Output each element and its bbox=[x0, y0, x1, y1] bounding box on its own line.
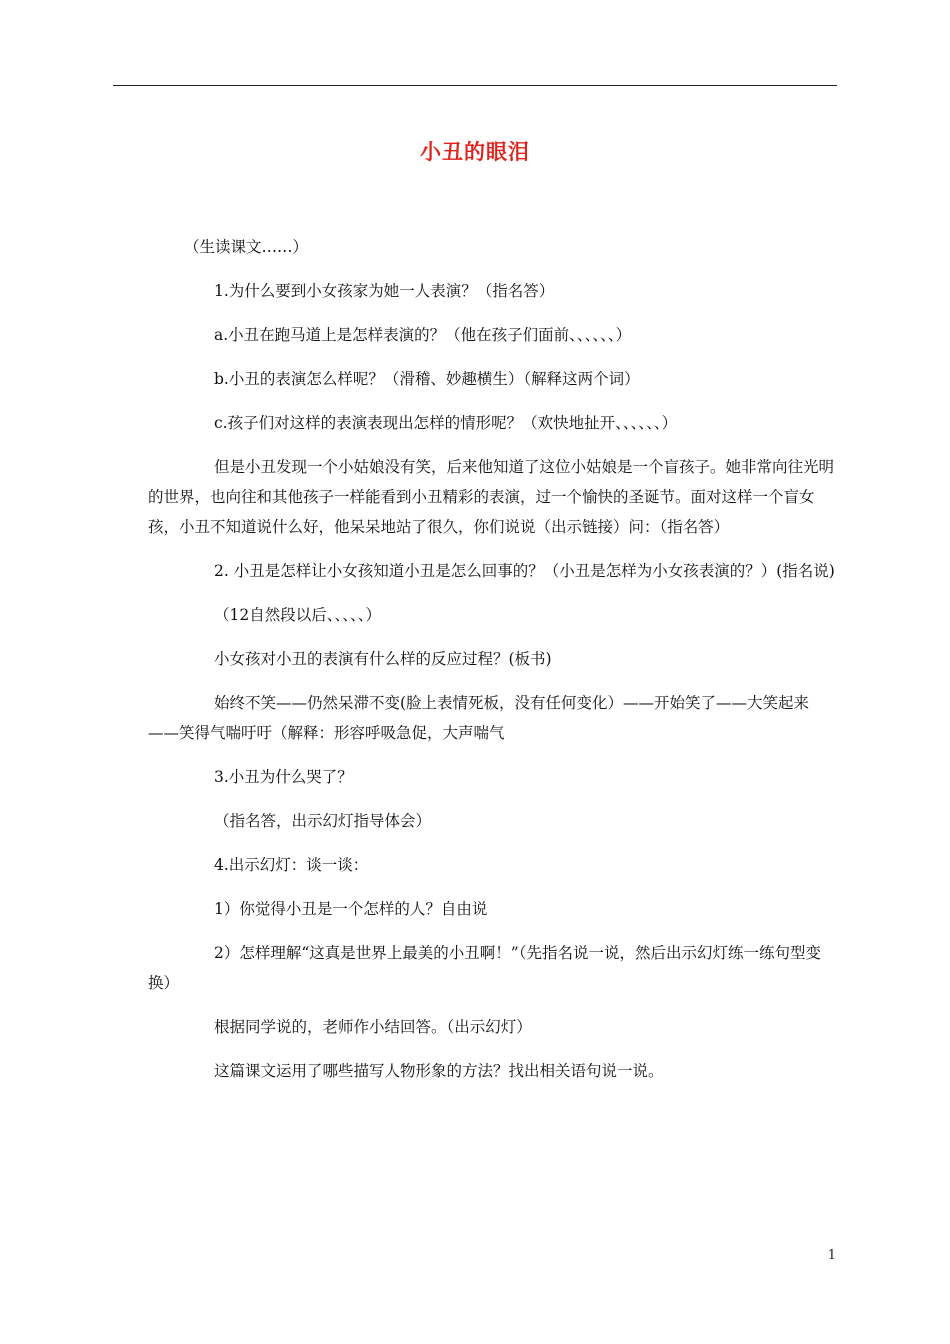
paragraph: 4.出示幻灯：谈一谈： bbox=[214, 856, 369, 874]
paragraph: c.孩子们对这样的表演表现出怎样的情形呢？（欢快地扯开、、、、、、） bbox=[214, 414, 678, 432]
paragraph: 小女孩对小丑的表演有什么样的反应过程？(板书) bbox=[214, 650, 552, 668]
header-rule bbox=[113, 85, 837, 86]
page-number: 1 bbox=[827, 1248, 836, 1263]
document-title: 小丑的眼泪 bbox=[420, 140, 530, 164]
paragraph: （生读课文……） bbox=[184, 238, 309, 256]
paragraph: 3.小丑为什么哭了？ bbox=[214, 768, 353, 786]
paragraph: 根据同学说的，老师作小结回答。（出示幻灯） bbox=[214, 1018, 532, 1036]
paragraph: 2）怎样理解“这真是世界上最美的小丑啊！”（先指名说一说，然后出示幻灯练一练句型变换） bbox=[148, 944, 821, 992]
paragraph: （12自然段以后、、、、、） bbox=[214, 606, 381, 624]
paragraph: （指名答，出示幻灯指导体会） bbox=[214, 812, 432, 830]
paragraph: a.小丑在跑马道上是怎样表演的？（他在孩子们面前、、、、、、） bbox=[214, 326, 632, 344]
paragraph: 1）你觉得小丑是一个怎样的人？自由说 bbox=[214, 900, 488, 918]
paragraph: 但是小丑发现一个小姑娘没有笑，后来他知道了这位小姑娘是一个盲孩子。她非常向往光明的世界，也向往和其他孩子一样能看到小丑精彩的表演，过一个愉快的圣诞节。面对这样一个盲女孩，小丑不知道说什么好，他呆呆地站了很久，你们说说（出示链接）问：（指名答） bbox=[148, 458, 835, 536]
paragraph: 1.为什么要到小女孩家为她一人表演？（指名答） bbox=[214, 282, 555, 300]
paragraph: b.小丑的表演怎么样呢？（滑稽、妙趣横生）（解释这两个词） bbox=[214, 370, 640, 388]
paragraph: 始终不笑——仍然呆滞不变(脸上表情死板，没有任何变化）——开始笑了——大笑起来——笑得气喘吁吁（解释：形容呼吸急促，大声喘气 bbox=[148, 694, 810, 742]
document-body bbox=[148, 232, 840, 1100]
paragraph: 这篇课文运用了哪些描写人物形象的方法？找出相关语句说一说。 bbox=[214, 1062, 664, 1080]
paragraph: 2. 小丑是怎样让小女孩知道小丑是怎么回事的？（小丑是怎样为小女孩表演的？）(指名说) bbox=[214, 562, 835, 580]
